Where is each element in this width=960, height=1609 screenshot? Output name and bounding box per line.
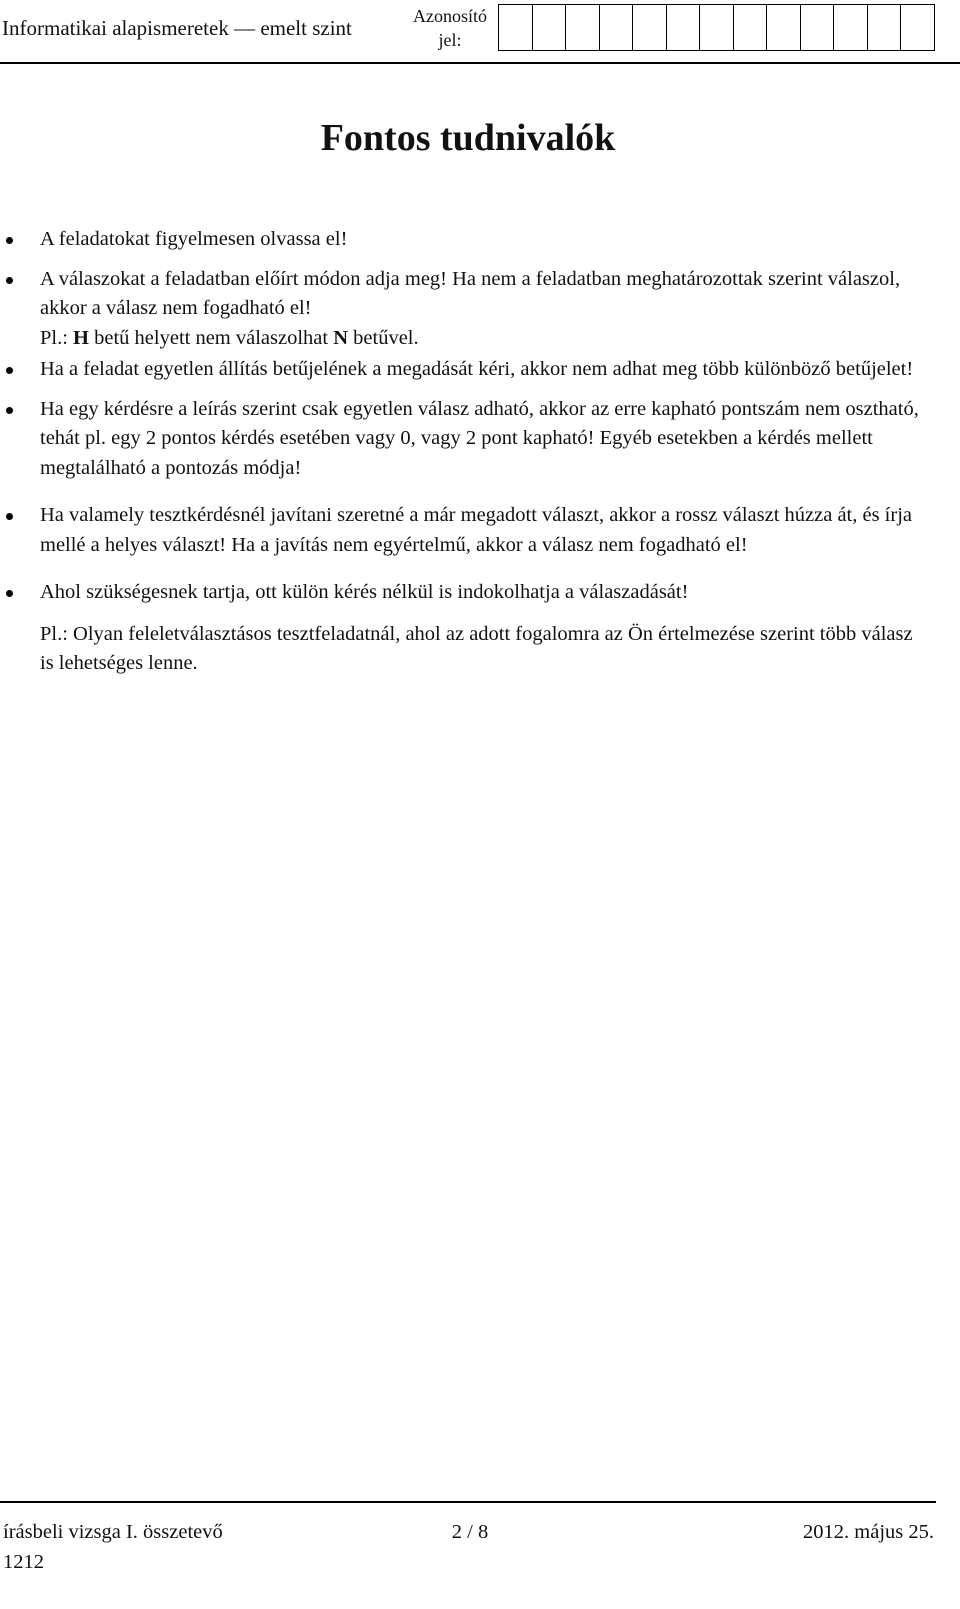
id-label-line1: Azonosító xyxy=(413,6,487,26)
example-suffix: betűvel. xyxy=(348,326,419,349)
id-label-line2: jel: xyxy=(438,30,462,50)
id-code-box[interactable] xyxy=(766,4,800,51)
example-text: Pl.: Olyan feleletválasztásos tesztfeladatnál, ahol az adott fogalomra az Ön értelmezése szerint több válasz is lehetséges lenne. xyxy=(40,622,913,674)
header-title: Informatikai alapismeretek — emelt szint xyxy=(2,16,352,40)
header-rule xyxy=(0,62,960,64)
id-code-box[interactable] xyxy=(900,4,935,51)
list-item xyxy=(0,225,920,255)
footer-rule xyxy=(0,1501,936,1503)
list-item-text: Ha a feladat egyetlen állítás betűjelének a megadását kéri, akkor nem adhat meg több különböző betűjelet! xyxy=(40,358,914,380)
id-code-box[interactable] xyxy=(532,4,566,51)
footer-exam-label: írásbeli vizsga I. összetevő xyxy=(3,1521,223,1543)
id-code-box[interactable] xyxy=(599,4,633,51)
page-header xyxy=(0,0,960,66)
bullet-icon xyxy=(6,367,13,374)
example-letter-n: N xyxy=(333,326,349,349)
list-item xyxy=(0,395,920,484)
bullet-icon xyxy=(6,590,13,597)
id-label xyxy=(408,4,492,52)
example-middle: betű helyett nem válaszolhat xyxy=(89,326,334,349)
page-title: Fontos tudnivalók xyxy=(320,117,616,159)
id-code-box[interactable] xyxy=(867,4,901,51)
page-number: 2 / 8 xyxy=(451,1521,489,1543)
id-code-box[interactable] xyxy=(800,4,834,51)
footer-date: 2012. május 25. xyxy=(803,1521,934,1543)
footer-code: 1212 xyxy=(3,1551,44,1573)
bullet-icon xyxy=(6,513,13,520)
id-code-box[interactable] xyxy=(733,4,767,51)
list-item-text: Ha valamely tesztkérdésnél javítani szeretné a már megadott választ, akkor a rossz választ húzza át, és írja mellé a helyes választ! Ha a javítás nem egyértelmű, akkor a válasz nem fogadható el! xyxy=(40,504,913,556)
id-code-box[interactable] xyxy=(565,4,599,51)
list-item-text: Ha egy kérdésre a leírás szerint csak egyetlen válasz adható, akkor az erre kapható pontszám nem osztható, tehát pl. egy 2 pontos kérdés esetében vagy 0, vagy 2 pont kapható! Egyéb esetekben a kérdés mellett megtalálható a pontozás módja! xyxy=(40,397,919,479)
id-code-boxes[interactable] xyxy=(498,4,935,51)
id-code-box[interactable] xyxy=(632,4,666,51)
example-letter-h: H xyxy=(73,326,89,349)
list-item-text: A feladatokat figyelmesen olvassa el! xyxy=(40,228,348,250)
list-item-text: Ahol szükségesnek tartja, ott külön kérés nélkül is indokolhatja a válaszadását! xyxy=(40,581,689,603)
list-item xyxy=(0,265,920,354)
bullet-icon xyxy=(6,407,13,414)
bullet-icon xyxy=(6,237,13,244)
list-item xyxy=(0,501,920,560)
list-item-text: A válaszokat a feladatban előírt módon adja meg! Ha nem a feladatban meghatározottak szerint válaszol, akkor a válasz nem fogadható el! xyxy=(40,267,901,319)
bullet-icon xyxy=(6,277,13,284)
list-item xyxy=(0,578,920,679)
id-code-box[interactable] xyxy=(666,4,700,51)
id-code-box[interactable] xyxy=(498,4,532,51)
id-code-box[interactable] xyxy=(833,4,867,51)
instructions-list xyxy=(0,225,920,679)
list-item xyxy=(0,355,920,385)
example-text xyxy=(40,324,920,354)
example-prefix: Pl.: xyxy=(40,326,74,349)
id-code-box[interactable] xyxy=(699,4,733,51)
